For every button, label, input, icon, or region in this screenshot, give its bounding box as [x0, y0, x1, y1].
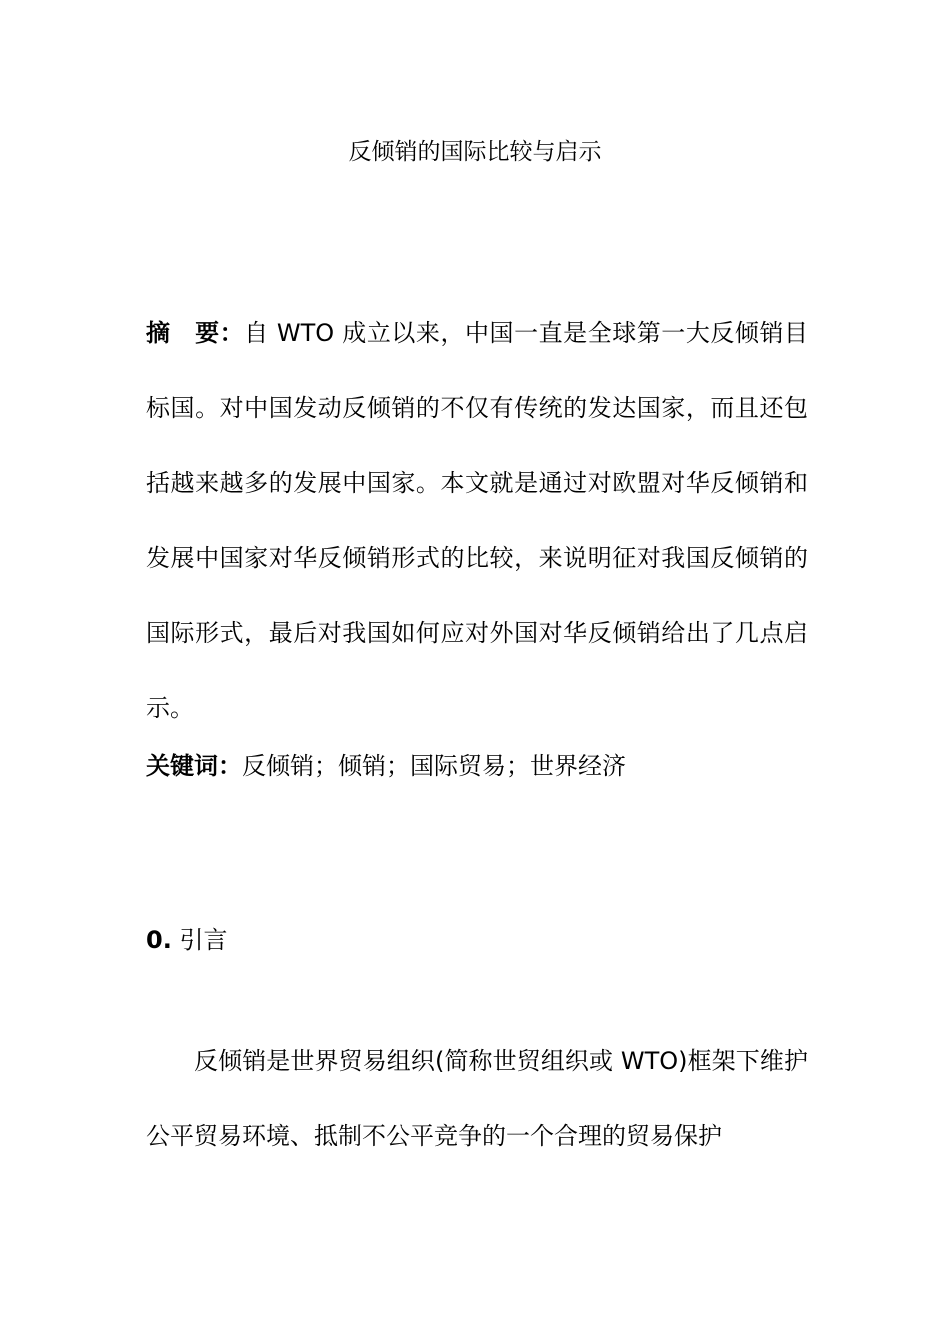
abstract-paragraph: [146, 296, 808, 746]
body-paragraph: 反倾销是世界贸易组织(简称世贸组织或 WTO)框架下维护公平贸易环境、抵制不公平竞争的一个合理的贸易保护: [146, 1047, 808, 1150]
keywords-line: [146, 748, 808, 784]
section-title: 引言: [179, 926, 228, 954]
section-number: 0.: [146, 926, 172, 954]
section-heading: [146, 922, 227, 958]
document-title: 反倾销的国际比较与启示: [348, 139, 602, 165]
keywords-label: 关键词：: [146, 752, 242, 780]
keywords-text: 反倾销；倾销；国际贸易；世界经济: [242, 752, 626, 780]
abstract-text: 自 WTO 成立以来，中国一直是全球第一大反倾销目标国。对中国发动反倾销的不仅有传统的发达国家，而且还包括越来越多的发展中国家。本文就是通过对欧盟对华反倾销和发展中国家对华反倾销形式的比较，来说明征对我国反倾销的国际形式，最后对我国如何应对外国对华反倾销给出了几点启示。: [146, 319, 808, 722]
abstract-label: 摘 要：: [146, 319, 245, 347]
